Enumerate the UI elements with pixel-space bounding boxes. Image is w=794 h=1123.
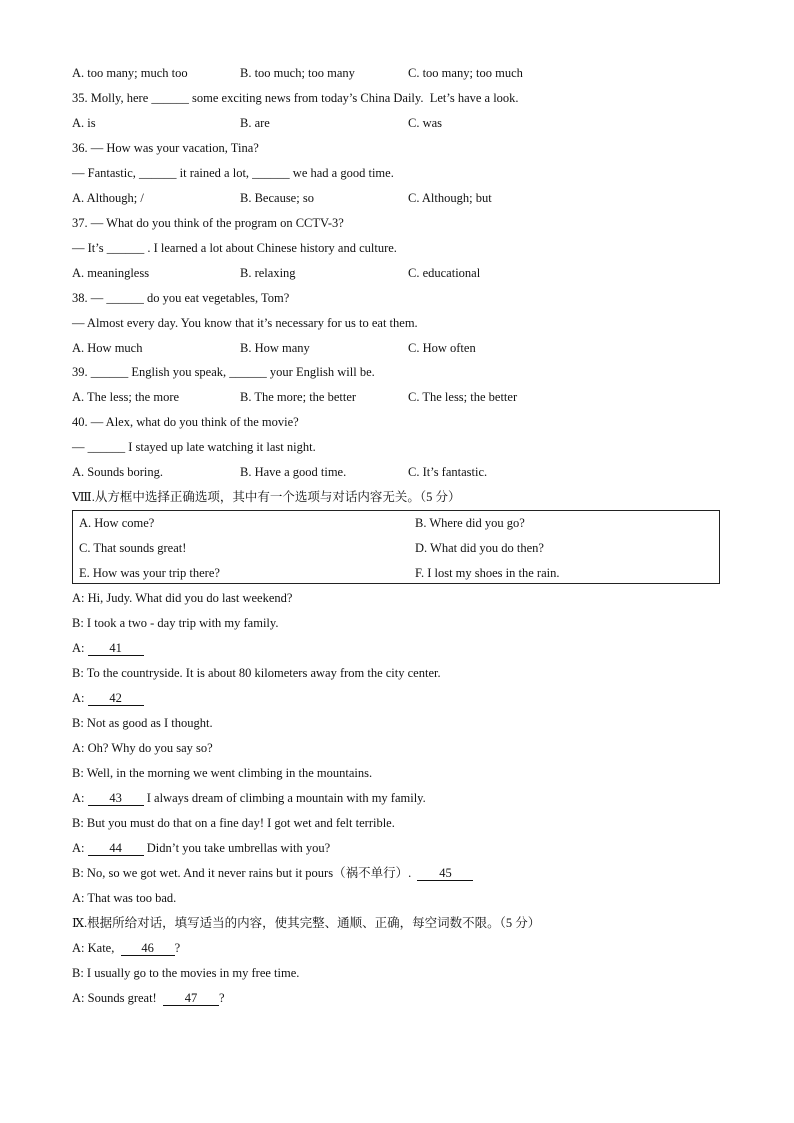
q38-stem-line1: 38. — ______ do you eat vegetables, Tom?	[72, 291, 290, 305]
q40-stem-line1: 40. — Alex, what do you think of the movie?	[72, 415, 299, 429]
box-option-b: B. Where did you go?	[415, 516, 525, 530]
dialogue-line: A: That was too bad.	[72, 891, 177, 905]
q40-option-c: C. It’s fantastic.	[408, 465, 488, 479]
q36-option-b: B. Because; so	[240, 191, 314, 205]
q39-option-c: C. The less; the better	[408, 390, 518, 404]
options-box	[72, 510, 720, 584]
box-option-c: C. That sounds great!	[79, 541, 187, 555]
answer-blank-46[interactable]: 46	[121, 941, 175, 956]
q36-option-c: C. Although; but	[408, 191, 492, 205]
q38-option-a: A. How much	[72, 341, 143, 355]
q39-option-a: A. The less; the more	[72, 390, 180, 404]
q37-stem-line1: 37. — What do you think of the program on CCTV-3?	[72, 216, 344, 230]
dialogue-line-blank-44	[72, 838, 330, 858]
dialogue-text: A: Sounds great!	[72, 991, 163, 1005]
section9-heading: Ⅸ.根据所给对话，填写适当的内容，使其完整、通顺、正确，每空词数不限。（5 分）	[72, 916, 541, 930]
dialogue-line: B: I took a two - day trip with my family.	[72, 616, 279, 630]
answer-blank-47[interactable]: 47	[163, 991, 219, 1006]
answer-blank-43[interactable]: 43	[88, 791, 144, 806]
dialogue-line-blank-43	[72, 788, 426, 808]
q35-option-b: B. are	[240, 116, 270, 130]
q40-stem-line2: — ______ I stayed up late watching it last night.	[72, 440, 316, 454]
answer-blank-42[interactable]: 42	[88, 691, 144, 706]
dialogue-line: A: Oh? Why do you say so?	[72, 741, 213, 755]
box-option-f: F. I lost my shoes in the rain.	[415, 566, 560, 580]
q35-option-c: C. was	[408, 116, 443, 130]
q38-option-b: B. How many	[240, 341, 310, 355]
dialogue-line-blank-45	[72, 863, 473, 883]
dialogue-line: B: Well, in the morning we went climbing in the mountains.	[72, 766, 373, 780]
dialogue-line-blank-46	[72, 938, 180, 958]
dialogue-line: B: But you must do that on a fine day! I got wet and felt terrible.	[72, 816, 395, 830]
speaker-label: A:	[72, 791, 88, 805]
dialogue-text: Didn’t you take umbrellas with you?	[143, 841, 331, 855]
dialogue-text: A: Kate,	[72, 941, 121, 955]
q36-stem-line1: 36. — How was your vacation, Tina?	[72, 141, 259, 155]
dialogue-line-blank-47	[72, 988, 225, 1008]
dialogue-line-blank-41	[72, 638, 144, 658]
answer-blank-45[interactable]: 45	[417, 866, 473, 881]
answer-blank-44[interactable]: 44	[88, 841, 144, 856]
speaker-label: A:	[72, 641, 88, 655]
dialogue-text: B: No, so we got wet. And it never rains but it pours（祸不单行）.	[72, 866, 418, 880]
box-option-d: D. What did you do then?	[415, 541, 544, 555]
answer-blank-41[interactable]: 41	[88, 641, 144, 656]
section8-heading: Ⅷ.从方框中选择正确选项，其中有一个选项与对话内容无关。（5 分）	[72, 490, 461, 504]
box-option-a: A. How come?	[79, 516, 155, 530]
q37-option-b: B. relaxing	[240, 266, 296, 280]
dialogue-line-blank-42	[72, 688, 144, 708]
speaker-label: A:	[72, 691, 88, 705]
q38-stem-line2: — Almost every day. You know that it’s necessary for us to eat them.	[72, 316, 418, 330]
q40-option-a: A. Sounds boring.	[72, 465, 163, 479]
dialogue-line: A: Hi, Judy. What did you do last weekend?	[72, 591, 293, 605]
dialogue-text: ?	[218, 991, 225, 1005]
q37-stem-line2: — It’s ______ . I learned a lot about Chinese history and culture.	[72, 241, 397, 255]
box-option-e: E. How was your trip there?	[79, 566, 220, 580]
dialogue-line: B: I usually go to the movies in my free time.	[72, 966, 300, 980]
q39-option-b: B. The more; the better	[240, 390, 357, 404]
q36-option-a: A. Although; /	[72, 191, 144, 205]
q35-option-a: A. is	[72, 116, 96, 130]
q40-option-b: B. Have a good time.	[240, 465, 347, 479]
dialogue-line: B: Not as good as I thought.	[72, 716, 213, 730]
q36-stem-line2: — Fantastic, ______ it rained a lot, ______ we had a good time.	[72, 166, 394, 180]
dialogue-line: B: To the countryside. It is about 80 kilometers away from the city center.	[72, 666, 441, 680]
dialogue-text: I always dream of climbing a mountain with my family.	[143, 791, 426, 805]
q38-option-c: C. How often	[408, 341, 476, 355]
q34-option-b: B. too much; too many	[240, 66, 355, 80]
q37-option-c: C. educational	[408, 266, 481, 280]
q37-option-a: A. meaningless	[72, 266, 150, 280]
q34-option-a: A. too many; much too	[72, 66, 188, 80]
q35-stem: 35. Molly, here ______ some exciting news from today’s China Daily. Let’s have a look.	[72, 91, 519, 105]
q39-stem: 39. ______ English you speak, ______ your English will be.	[72, 365, 375, 379]
dialogue-text: ?	[174, 941, 181, 955]
q34-option-c: C. too many; too much	[408, 66, 523, 80]
speaker-label: A:	[72, 841, 88, 855]
